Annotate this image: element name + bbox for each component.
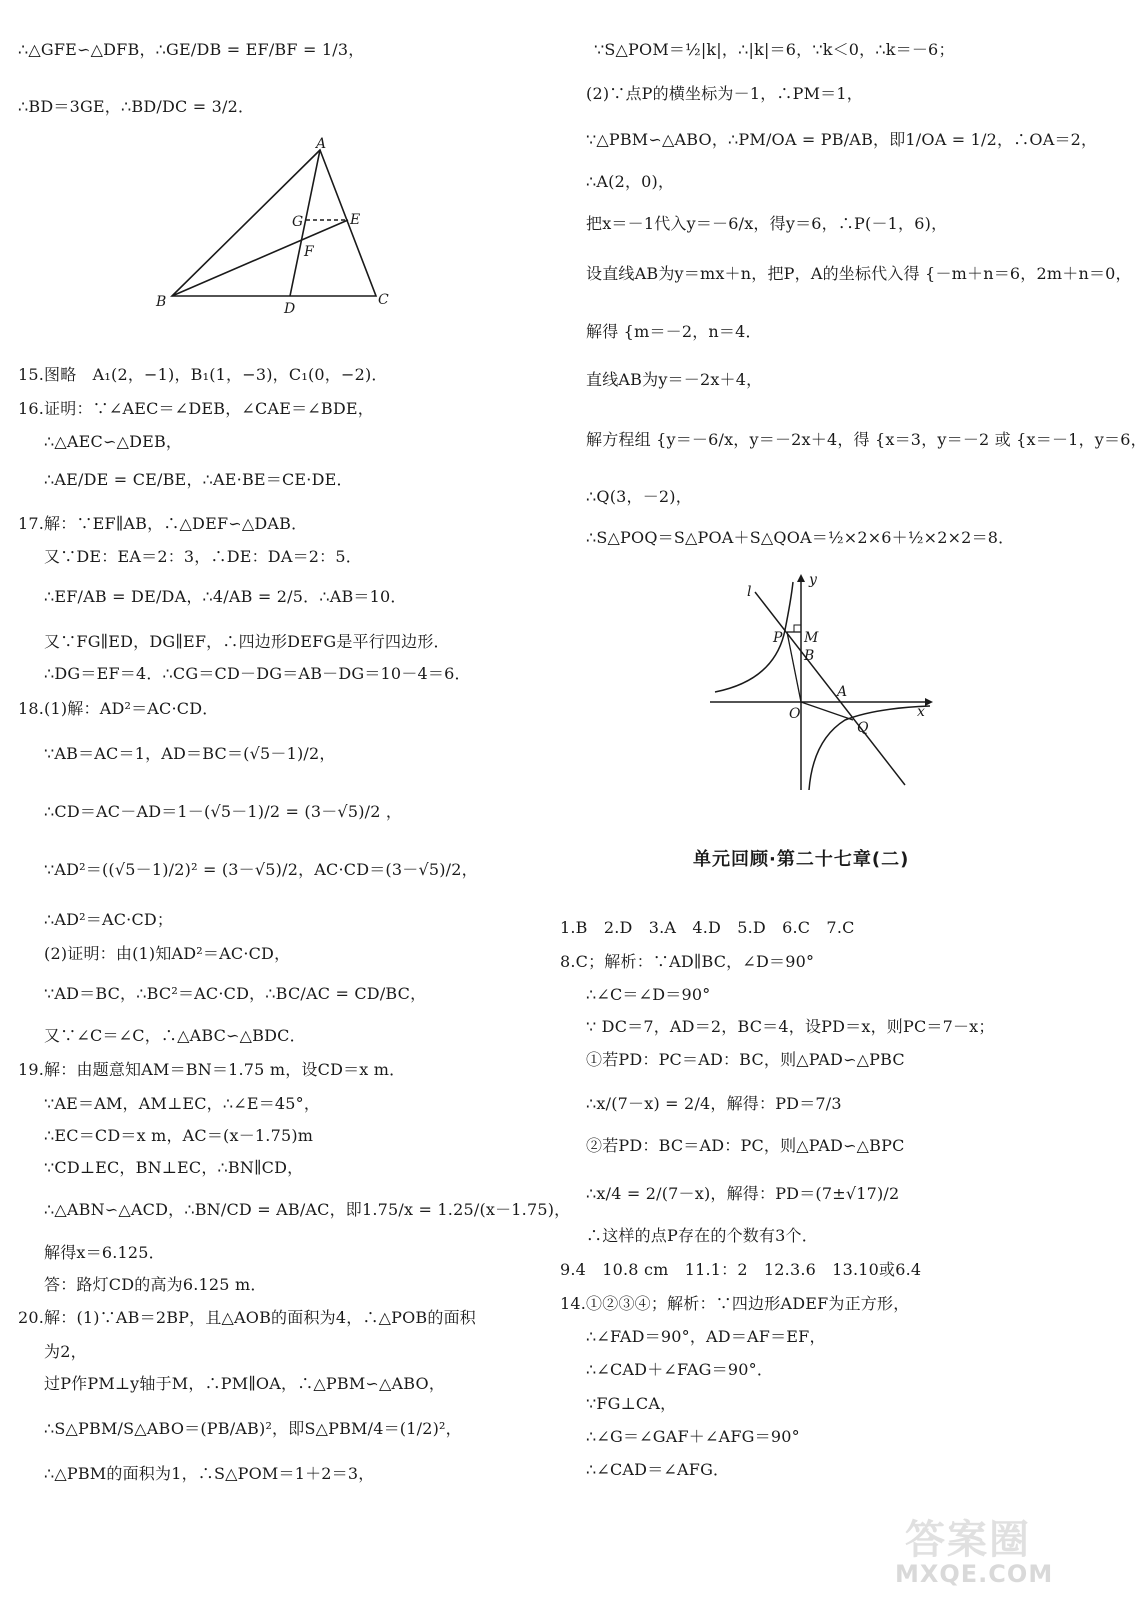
text-line-l22: ∴EC＝CD＝x m，AC＝(x－1.75)m xyxy=(44,1126,314,1145)
label-x: x xyxy=(917,704,925,720)
text-line-r17: ∴x/(7－x) = 2/4，解得：PD＝7/3 xyxy=(586,1094,842,1113)
text-line-l9: ∴EF/AB = DE/DA，∴4/AB = 2/5．∴AB＝10． xyxy=(44,587,407,606)
text-line-l12: 18.(1)解：AD²＝AC·CD． xyxy=(18,699,219,718)
text-line-l21: ∵AE＝AM，AM⊥EC，∴∠E＝45°， xyxy=(44,1094,321,1113)
text-line-l6: ∴AE/DE = CE/BE，∴AE·BE＝CE·DE． xyxy=(44,470,353,489)
text-line-l2: ∴BD＝3GE，∴BD/DC = 3/2． xyxy=(18,97,255,116)
text-line-r6: 设直线AB为y＝mx＋n，把P，A的坐标代入得 {－m＋n＝6，2m＋n＝0， xyxy=(586,264,1132,283)
label-m: M xyxy=(804,630,819,646)
text-line-l17: (2)证明：由(1)知AD²＝AC·CD， xyxy=(44,944,291,963)
label-b: B xyxy=(804,648,815,664)
text-line-r4: ∴A(2，0)， xyxy=(586,172,675,191)
y-axis-arrow xyxy=(797,574,805,582)
text-line-r9: 解方程组 {y＝－6/x，y＝－2x＋4，得 {x＝3，y＝－2 或 {x＝－1，y＝6， xyxy=(586,430,1147,449)
text-line-r2: (2)∵点P的横坐标为－1，∴PM＝1， xyxy=(586,84,863,103)
coordinate-graph xyxy=(705,570,940,795)
text-line-r24: ∴∠CAD＋∠FAG＝90°． xyxy=(586,1360,774,1379)
label-b: B xyxy=(156,294,167,310)
text-line-l24: ∴△ABN∽△ACD，∴BN/CD = AB/AC，即1.75/x = 1.25/(x－1.75)， xyxy=(44,1200,571,1219)
text-line-l27: 20.解：(1)∵AB＝2BP，且△AOB的面积为4，∴△POB的面积 xyxy=(18,1308,476,1327)
text-line-l28: 为2， xyxy=(44,1342,87,1361)
label-e: E xyxy=(350,212,361,228)
text-line-r16: ①若PD：PC＝AD：BC，则△PAD∽△PBC xyxy=(586,1050,905,1069)
text-line-l25: 解得x＝6.125． xyxy=(44,1243,165,1262)
label-a: A xyxy=(316,136,327,152)
text-line-l11: ∴DG＝EF＝4．∴CG＝CD－DG＝AB－DG＝10－4＝6． xyxy=(44,664,471,683)
label-c: C xyxy=(378,292,389,308)
text-line-l15: ∵AD²＝((√5－1)/2)² = (3－√5)/2，AC·CD＝(3－√5)/2， xyxy=(44,860,478,879)
label-f: F xyxy=(304,244,314,260)
right-angle-mark xyxy=(794,625,801,632)
text-line-l5: ∴△AEC∽△DEB， xyxy=(44,432,183,451)
text-line-r14: ∴∠C＝∠D＝90° xyxy=(586,985,711,1004)
text-line-r5: 把x＝－1代入y＝－6/x，得y＝6，∴P(－1，6)， xyxy=(586,214,948,233)
text-line-l19: 又∵∠C＝∠C，∴△ABC∽△BDC． xyxy=(44,1026,306,1045)
text-line-l8: 又∵DE：EA＝2：3，∴DE：DA＝2：5． xyxy=(44,547,362,566)
text-line-l10: 又∵FG∥ED，DG∥EF，∴四边形DEFG是平行四边形． xyxy=(44,632,450,651)
text-line-l26: 答：路灯CD的高为6.125 m． xyxy=(44,1275,267,1294)
text-line-l31: ∴△PBM的面积为1，∴S△POM＝1＋2＝3， xyxy=(44,1464,375,1483)
text-line-r8: 直线AB为y＝－2x＋4， xyxy=(586,370,763,389)
text-line-r21: 9.4 10.8 cm 11.1：2 12.3.6 13.10或6.4 xyxy=(560,1260,922,1279)
text-line-l23: ∵CD⊥EC，BN⊥EC，∴BN∥CD， xyxy=(44,1158,304,1177)
label-d: D xyxy=(284,301,296,317)
section-heading: 单元回顾·第二十七章(二) xyxy=(693,849,910,870)
text-line-l4: 16.证明：∵∠AEC＝∠DEB，∠CAE＝∠BDE， xyxy=(18,399,374,418)
text-line-r26: ∴∠G＝∠GAF＋∠AFG＝90° xyxy=(586,1427,800,1446)
text-line-l13: ∵AB＝AC＝1，AD＝BC＝(√5－1)/2， xyxy=(44,744,336,763)
segment-oq xyxy=(801,702,853,720)
text-line-l3: 15.图略 A₁(2，−1)，B₁(1，−3)，C₁(0，−2)． xyxy=(18,365,388,384)
text-line-r7: 解得 {m＝－2，n＝4． xyxy=(586,322,762,341)
text-line-r13: 8.C；解析：∵AD∥BC，∠D＝90° xyxy=(560,952,815,971)
text-line-l30: ∴S△PBM/S△ABO＝(PB/AB)²，即S△PBM/4＝(1/2)²， xyxy=(44,1419,462,1438)
text-line-r1: ∵S△POM＝½|k|，∴|k|＝6，∵k＜0，∴k＝－6； xyxy=(594,40,955,59)
x-axis-arrow xyxy=(925,698,933,706)
label-p: P xyxy=(773,630,783,646)
text-line-r18: ②若PD：BC＝AD：PC，则△PAD∽△BPC xyxy=(586,1136,905,1155)
label-y: y xyxy=(809,572,817,588)
label-q: Q xyxy=(857,720,869,736)
text-line-l18: ∵AD＝BC，∴BC²＝AC·CD，∴BC/AC = CD/BC， xyxy=(44,984,427,1003)
text-line-r19: ∴x/4 = 2/(7－x)，解得：PD＝(7±√17)/2 xyxy=(586,1184,900,1203)
text-line-r25: ∵FG⊥CA， xyxy=(586,1394,677,1413)
text-line-l29: 过P作PM⊥y轴于M，∴PM∥OA，∴△PBM∽△ABO， xyxy=(44,1374,446,1393)
hyperbola-lower-right xyxy=(809,706,930,790)
text-line-r20: ∴这样的点P存在的个数有3个． xyxy=(586,1226,818,1245)
label-o: O xyxy=(789,706,801,722)
text-line-r12: 1.B 2.D 3.A 4.D 5.D 6.C 7.C xyxy=(560,918,855,937)
triangle-abc xyxy=(172,150,376,296)
text-line-l1: ∴△GFE∽△DFB，∴GE/DB = EF/BF = 1/3， xyxy=(18,40,365,59)
text-line-r11: ∴S△POQ＝S△POA＋S△QOA＝½×2×6＋½×2×2＝8． xyxy=(586,528,1015,547)
watermark-site: MXQE.COM xyxy=(895,1560,1054,1588)
text-line-r27: ∴∠CAD＝∠AFG． xyxy=(586,1460,730,1479)
text-line-r10: ∴Q(3，－2)， xyxy=(586,487,692,506)
text-line-l16: ∴AD²＝AC·CD； xyxy=(44,910,174,929)
triangle-diagram xyxy=(150,138,400,318)
text-line-l14: ∴CD＝AC－AD＝1－(√5－1)/2 = (3－√5)/2 ， xyxy=(44,802,403,821)
segment-be xyxy=(172,220,348,296)
text-line-l7: 17.解：∵EF∥AB，∴△DEF∽△DAB． xyxy=(18,514,308,533)
text-line-r23: ∴∠FAD＝90°，AD＝AF＝EF， xyxy=(586,1327,826,1346)
label-g: G xyxy=(292,214,304,230)
watermark-logo: 答案圈 xyxy=(905,1517,1031,1563)
text-line-r15: ∵ DC＝7，AD＝2，BC＝4，设PD＝x，则PC＝7－x； xyxy=(586,1017,995,1036)
text-line-l20: 19.解：由题意知AM＝BN＝1.75 m，设CD＝x m． xyxy=(18,1060,406,1079)
line-l xyxy=(755,592,905,785)
text-line-r22: 14.①②③④；解析：∵四边形ADEF为正方形， xyxy=(560,1294,910,1313)
label-l: l xyxy=(747,584,752,600)
text-line-r3: ∵△PBM∽△ABO，∴PM/OA = PB/AB，即1/OA = 1/2，∴OA＝2， xyxy=(586,130,1098,149)
label-a: A xyxy=(837,684,848,700)
